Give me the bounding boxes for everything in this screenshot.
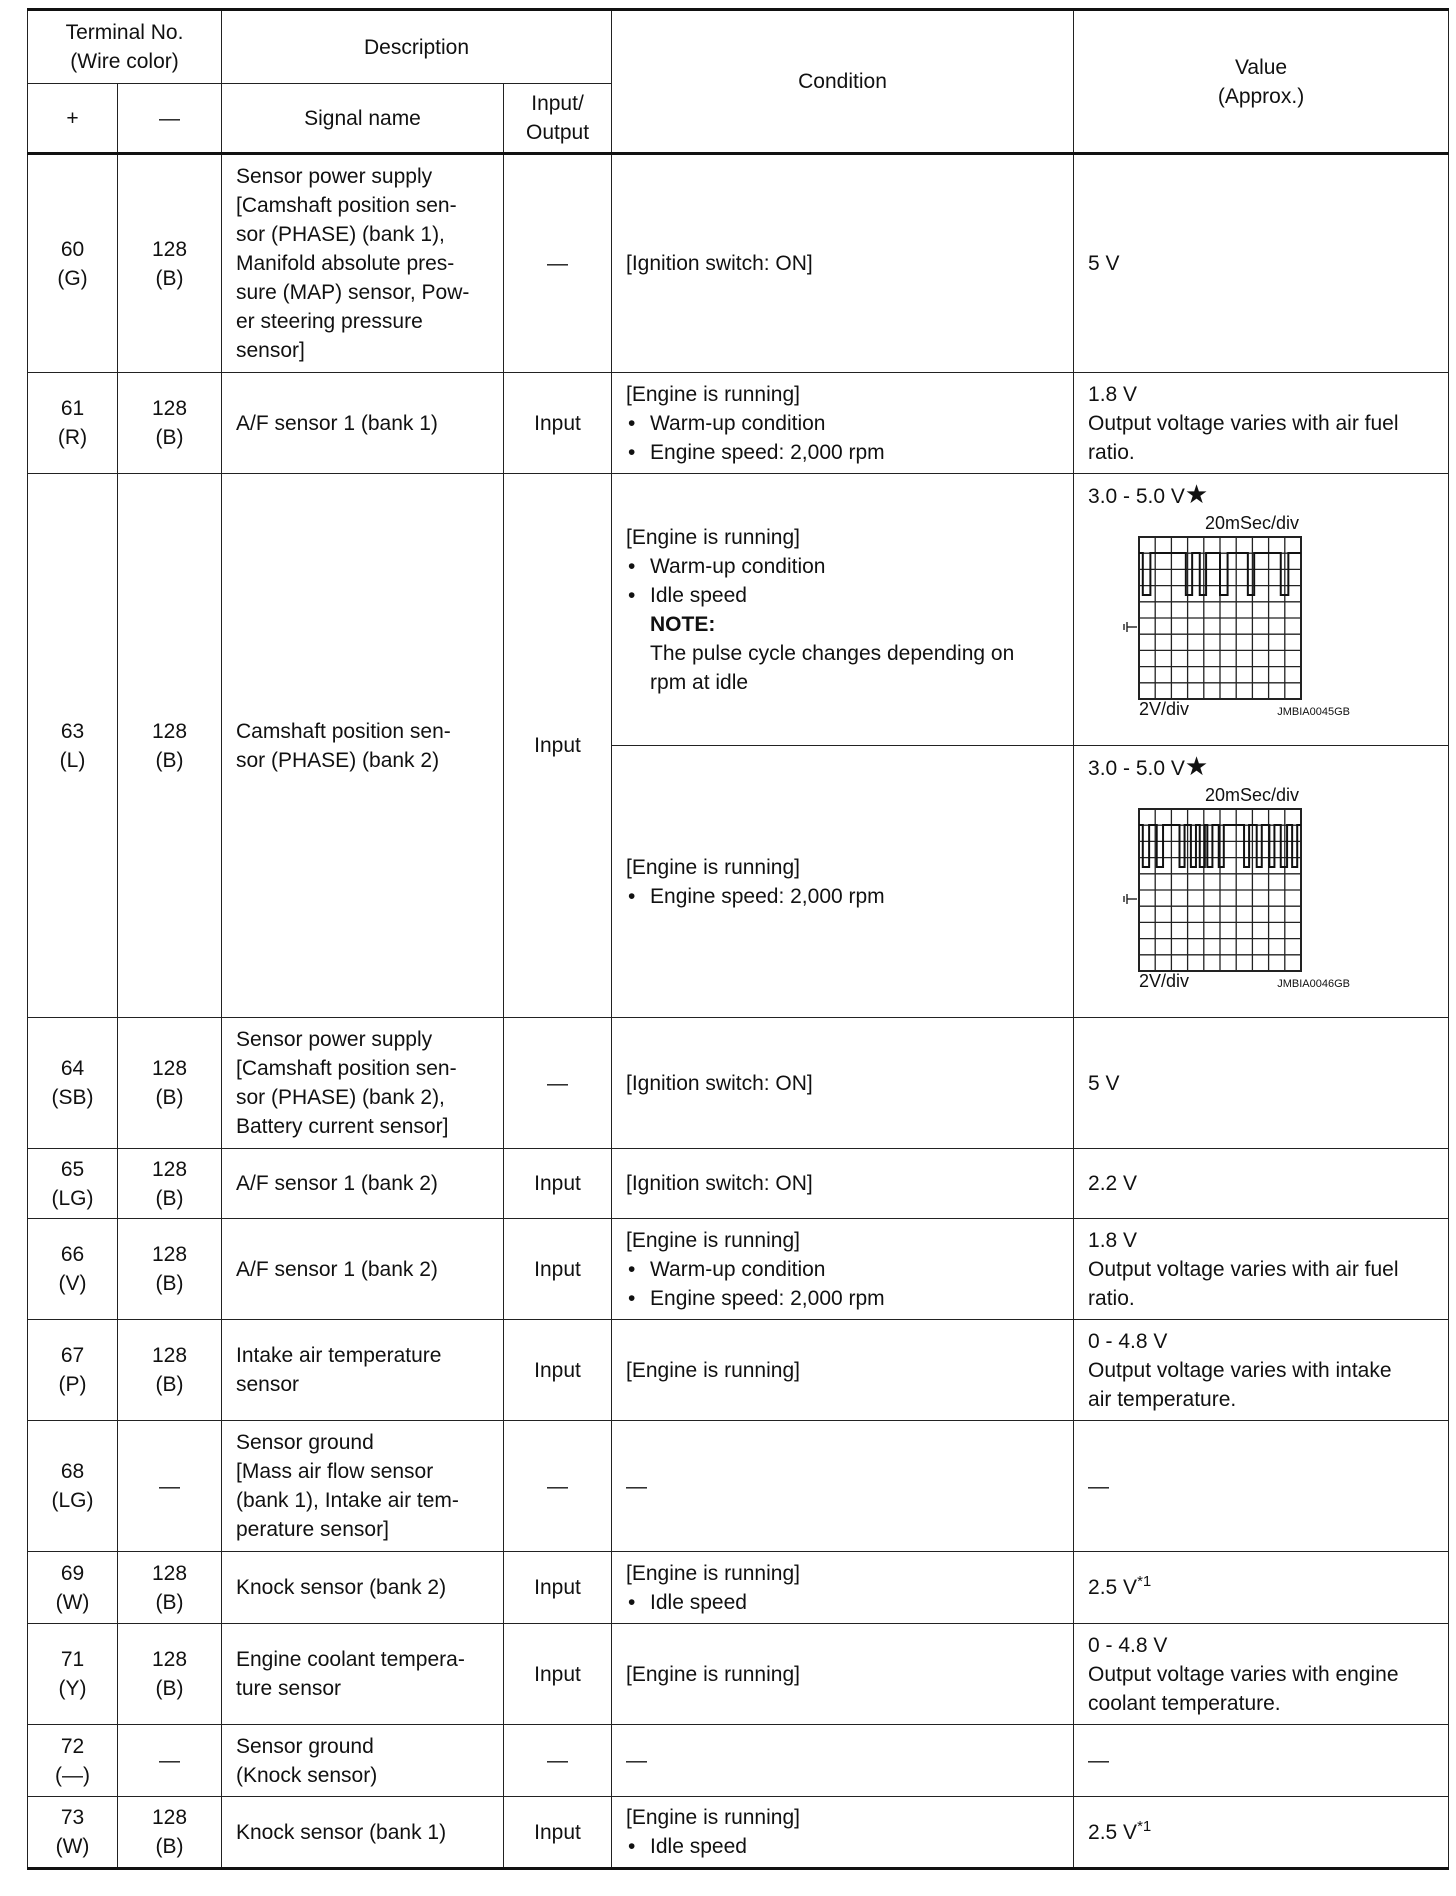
header-input-output-line-2: Output (525, 121, 590, 144)
input-output-cell: — (504, 154, 612, 373)
terminal-plus-wire-color: (W) (55, 1590, 90, 1614)
value-text: coolant temperature. (1088, 1691, 1281, 1715)
table-row (28, 1624, 1449, 1725)
condition-heading: [Engine is running] (626, 1358, 800, 1382)
volt-division-label: 2V/div (1139, 971, 1190, 991)
condition-bullet: • Warm-up condition (626, 409, 1059, 438)
signal-name-line: ture sensor (236, 1677, 342, 1700)
condition-cell (612, 474, 1074, 746)
terminal-plus (28, 1320, 118, 1421)
ground-marker-icon (1124, 894, 1137, 904)
input-output-cell: — (504, 1018, 612, 1149)
terminal-minus-wire-color: (B) (155, 1272, 184, 1295)
value-cell (1074, 1149, 1449, 1219)
signal-name-line: Sensor ground (236, 1431, 374, 1454)
condition-cell (612, 1219, 1074, 1320)
value-line (1088, 1746, 1434, 1775)
signal-name-line: sor (PHASE) (bank 2) (236, 748, 440, 772)
terminal-plus-wire-color: (Y) (58, 1677, 87, 1700)
value-line (1088, 1472, 1434, 1501)
condition-heading: — (626, 1749, 648, 1772)
table-row (28, 1018, 1449, 1149)
terminal-minus-number: 128 (151, 1806, 188, 1829)
signal-name-line: A/F sensor 1 (bank 2) (236, 1172, 438, 1195)
value-line (1088, 409, 1434, 438)
signal-name-line: (Knock sensor) (236, 1763, 378, 1787)
input-output-cell: — (504, 1421, 612, 1552)
value-line (1088, 1255, 1434, 1284)
value-line (1088, 1631, 1434, 1660)
oscilloscope-waveform (1102, 511, 1352, 729)
header-input-output (504, 84, 612, 154)
terminal-minus-wire-color: (B) (155, 1373, 184, 1396)
terminal-minus-number: 128 (151, 397, 188, 420)
condition-heading: [Engine is running] (626, 1806, 800, 1829)
waveform-figure (1102, 511, 1434, 729)
value-line (1088, 1385, 1434, 1414)
signal-name-cell (222, 1725, 504, 1797)
condition-heading: [Engine is running] (626, 382, 800, 406)
condition-bullet: • Idle speed (626, 1832, 1059, 1861)
condition-cell (612, 1797, 1074, 1869)
terminal-minus (118, 1624, 222, 1725)
value-line (1088, 1818, 1434, 1847)
value-line (1088, 1226, 1434, 1255)
terminal-plus (28, 1018, 118, 1149)
terminal-plus-wire-color: (—) (55, 1763, 90, 1787)
terminal-plus (28, 474, 118, 1018)
signal-name-line: Intake air temperature (236, 1344, 442, 1367)
value-text: 0 - 4.8 V (1088, 1633, 1168, 1657)
terminal-minus-number: 128 (151, 1243, 188, 1266)
oscilloscope-waveform (1102, 783, 1352, 1001)
header-description: Description (222, 10, 612, 84)
condition-heading: [Ignition switch: ON] (626, 1071, 813, 1095)
condition-bullet-list (626, 1255, 1059, 1313)
condition-heading: [Ignition switch: ON] (626, 1172, 813, 1195)
signal-name-line: [Camshaft position sen- (236, 194, 457, 217)
value-text: 5 V (1088, 252, 1120, 275)
figure-id-label: JMBIA0046GB (1277, 978, 1351, 990)
value-text: 2.5 V (1088, 1576, 1138, 1599)
value-text: 3.0 - 5.0 V (1088, 485, 1185, 508)
input-output-cell: Input (504, 1320, 612, 1421)
condition-heading: [Engine is running] (626, 1561, 800, 1585)
condition-cell (612, 1421, 1074, 1552)
star-icon: ★ (1184, 751, 1209, 781)
terminal-plus-wire-color: (L) (59, 748, 86, 772)
value-reading (1088, 752, 1434, 783)
volt-division-label: 2V/div (1139, 699, 1190, 719)
condition-bullet: • Engine speed: 2,000 rpm (626, 438, 1059, 467)
header-signal-name: Signal name (222, 84, 504, 154)
table-row (28, 474, 1449, 746)
terminal-plus-wire-color: (SB) (51, 1086, 94, 1109)
value-text: ratio. (1088, 440, 1135, 464)
terminal-plus-wire-color: (V) (58, 1272, 87, 1295)
signal-name-cell (222, 1320, 504, 1421)
terminal-plus-number: 60 (60, 237, 85, 261)
header-value-label: Value (1234, 55, 1288, 79)
terminal-minus (118, 1219, 222, 1320)
terminal-minus-wire-color: (B) (155, 1086, 184, 1109)
table-row (28, 1219, 1449, 1320)
header-approx-label: (Approx.) (1217, 84, 1305, 108)
terminal-plus (28, 1219, 118, 1320)
signal-name-line: [Mass air flow sensor (236, 1460, 434, 1483)
signal-name-line: A/F sensor 1 (bank 1) (236, 411, 438, 435)
terminal-plus-number: 66 (60, 1243, 85, 1266)
value-text: Output voltage varies with engine (1088, 1662, 1399, 1686)
header-minus: — (118, 84, 222, 154)
signal-name-line: Manifold absolute pres- (236, 252, 455, 275)
signal-name-cell (222, 373, 504, 474)
terminal-plus-wire-color: (LG) (51, 1186, 94, 1210)
signal-name-line: [Camshaft position sen- (236, 1057, 457, 1080)
terminal-minus (118, 1725, 222, 1797)
input-output-cell: Input (504, 1624, 612, 1725)
input-output-cell: Input (504, 373, 612, 474)
note-line: rpm at idle (650, 670, 749, 694)
condition-heading: [Engine is running] (626, 525, 800, 549)
signal-name-line: Knock sensor (bank 1) (236, 1820, 447, 1844)
value-text: Output voltage varies with air fuel (1088, 411, 1399, 435)
terminal-minus-wire-color: (B) (155, 1590, 184, 1614)
value-cell (1074, 154, 1449, 373)
condition-heading: [Engine is running] (626, 1662, 800, 1686)
terminal-plus (28, 1725, 118, 1797)
condition-bullet-list (626, 409, 1059, 467)
terminal-plus-wire-color: (R) (57, 426, 88, 449)
terminal-minus-wire-color: (B) (155, 1186, 184, 1210)
signal-name-line: Sensor power supply (236, 1028, 433, 1051)
terminal-minus-number: — (159, 1474, 180, 1498)
condition-bullet: • Idle speed (626, 1588, 1059, 1617)
signal-name-cell (222, 1421, 504, 1552)
table-row (28, 1797, 1449, 1869)
terminal-minus-wire-color: (B) (155, 266, 184, 290)
footnote-marker: *1 (1137, 1573, 1152, 1590)
value-line (1088, 1284, 1434, 1313)
condition-bullet-list (626, 882, 1059, 911)
input-output-cell: Input (504, 1149, 612, 1219)
value-cell (1074, 746, 1449, 1018)
condition-cell (612, 154, 1074, 373)
terminal-plus (28, 1421, 118, 1552)
table-row (28, 1149, 1449, 1219)
value-text: — (1088, 1474, 1110, 1498)
condition-cell (612, 1320, 1074, 1421)
condition-heading: [Engine is running] (626, 1228, 800, 1252)
signal-name-line: Battery current sensor] (236, 1115, 449, 1138)
value-cell (1074, 1018, 1449, 1149)
value-line (1088, 1069, 1434, 1098)
terminal-minus (118, 1797, 222, 1869)
value-cell (1074, 1552, 1449, 1624)
signal-name-cell (222, 1552, 504, 1624)
terminal-minus-number: 128 (151, 1057, 188, 1080)
signal-name-cell (222, 1797, 504, 1869)
terminal-plus (28, 1552, 118, 1624)
terminal-minus (118, 1552, 222, 1624)
signal-name-cell (222, 1624, 504, 1725)
terminal-minus-number: — (159, 1749, 180, 1772)
header-terminal-no (28, 10, 222, 84)
terminal-table (27, 8, 1449, 1870)
terminal-minus (118, 373, 222, 474)
terminal-plus-wire-color: (G) (57, 266, 88, 290)
value-text: Output voltage varies with air fuel (1088, 1257, 1399, 1281)
waveform-figure (1102, 783, 1434, 1001)
terminal-minus (118, 1320, 222, 1421)
signal-name-line: sor (PHASE) (bank 2), (236, 1086, 445, 1109)
value-cell (1074, 1624, 1449, 1725)
note-label: NOTE: (650, 612, 716, 636)
terminal-plus-wire-color: (LG) (51, 1489, 94, 1512)
signal-name-cell (222, 474, 504, 1018)
signal-name-line: sensor] (236, 339, 305, 362)
header-wire-color-label: (Wire color) (70, 50, 179, 73)
condition-bullet-list (626, 1832, 1059, 1861)
terminal-plus-number: 72 (60, 1734, 85, 1758)
terminal-plus-wire-color: (P) (58, 1373, 87, 1396)
condition-bullet: • Engine speed: 2,000 rpm (626, 1284, 1059, 1313)
value-text: Output voltage varies with intake (1088, 1358, 1392, 1382)
condition-cell (612, 373, 1074, 474)
terminal-minus (118, 474, 222, 1018)
header-value (1074, 10, 1449, 154)
signal-name-line: Engine coolant tempera- (236, 1648, 465, 1671)
header-plus: + (28, 84, 118, 154)
header-condition: Condition (612, 10, 1074, 154)
value-cell (1074, 1219, 1449, 1320)
terminal-minus-number: 128 (151, 1157, 188, 1181)
condition-heading: [Engine is running] (626, 855, 800, 879)
value-text: 5 V (1088, 1071, 1120, 1095)
ground-marker-icon (1124, 622, 1137, 632)
terminal-minus (118, 1018, 222, 1149)
star-icon: ★ (1184, 479, 1209, 509)
signal-name-cell (222, 154, 504, 373)
terminal-plus-number: 71 (60, 1648, 85, 1671)
terminal-minus (118, 1149, 222, 1219)
signal-name-line: (bank 1), Intake air tem- (236, 1489, 459, 1512)
terminal-minus-wire-color: (B) (155, 1677, 184, 1700)
table-row (28, 1725, 1449, 1797)
value-cell (1074, 1320, 1449, 1421)
value-line (1088, 1689, 1434, 1718)
value-line (1088, 249, 1434, 278)
terminal-minus-number: 128 (151, 1648, 188, 1671)
terminal-plus (28, 1624, 118, 1725)
terminal-minus-wire-color: (B) (155, 1835, 184, 1858)
terminal-plus (28, 1149, 118, 1219)
header-input-output-line-1: Input/ (531, 92, 584, 115)
time-division-label: 20mSec/div (1204, 513, 1300, 533)
terminal-plus (28, 154, 118, 373)
terminal-plus-wire-color: (W) (55, 1835, 90, 1858)
table-row (28, 1552, 1449, 1624)
terminal-minus-number: 128 (151, 237, 188, 261)
header-terminal-no-label: Terminal No. (65, 21, 184, 44)
signal-name-line: sor (PHASE) (bank 1), (236, 223, 445, 246)
value-line (1088, 438, 1434, 467)
value-text: 3.0 - 5.0 V (1088, 757, 1185, 780)
signal-name-cell (222, 1219, 504, 1320)
signal-name-line: Knock sensor (bank 2) (236, 1576, 447, 1599)
value-cell (1074, 373, 1449, 474)
terminal-minus-number: 128 (151, 719, 188, 743)
condition-heading: [Ignition switch: ON] (626, 252, 813, 275)
condition-cell (612, 1149, 1074, 1219)
signal-name-line: sure (MAP) sensor, Pow- (236, 281, 470, 304)
condition-bullet: • Warm-up condition (626, 1255, 1059, 1284)
value-text: — (1088, 1749, 1110, 1772)
value-cell (1074, 1421, 1449, 1552)
terminal-plus (28, 373, 118, 474)
value-line (1088, 380, 1434, 409)
condition-note (626, 610, 1059, 697)
condition-bullet: • Warm-up condition (626, 552, 1059, 581)
condition-cell (612, 1552, 1074, 1624)
condition-cell (612, 1624, 1074, 1725)
terminal-minus (118, 154, 222, 373)
condition-bullet: • Engine speed: 2,000 rpm (626, 882, 1059, 911)
signal-name-line: Camshaft position sen- (236, 719, 451, 743)
value-reading (1088, 480, 1434, 511)
input-output-cell: Input (504, 474, 612, 1018)
signal-name-line: Sensor power supply (236, 165, 433, 188)
terminal-minus (118, 1421, 222, 1552)
terminal-plus-number: 68 (60, 1460, 85, 1483)
terminal-plus (28, 1797, 118, 1869)
value-text: 0 - 4.8 V (1088, 1329, 1168, 1353)
footnote-marker: *1 (1137, 1817, 1152, 1835)
condition-bullet-list (626, 552, 1059, 610)
condition-cell (612, 1018, 1074, 1149)
value-text: 2.5 V (1088, 1820, 1138, 1844)
value-cell (1074, 1725, 1449, 1797)
value-line (1088, 1660, 1434, 1689)
value-line (1088, 1169, 1434, 1198)
value-cell (1074, 1797, 1449, 1869)
input-output-cell: — (504, 1725, 612, 1797)
table-row (28, 373, 1449, 474)
table-row (28, 1320, 1449, 1421)
condition-heading: — (626, 1474, 648, 1498)
value-text: 2.2 V (1088, 1172, 1138, 1195)
terminal-plus-number: 65 (60, 1157, 85, 1181)
signal-name-line: perature sensor] (236, 1518, 389, 1541)
terminal-plus-number: 63 (60, 719, 85, 743)
terminal-minus-number: 128 (151, 1344, 188, 1367)
signal-name-line: A/F sensor 1 (bank 2) (236, 1257, 438, 1281)
condition-bullet: • Idle speed (626, 581, 1059, 610)
terminal-plus-number: 61 (60, 397, 85, 420)
condition-bullet-list (626, 1588, 1059, 1617)
terminal-plus-number: 73 (60, 1806, 85, 1829)
value-text: air temperature. (1088, 1387, 1237, 1411)
figure-id-label: JMBIA0045GB (1277, 706, 1351, 718)
value-text: 1.8 V (1088, 1228, 1138, 1252)
table-row (28, 1421, 1449, 1552)
value-text: 1.8 V (1088, 382, 1138, 406)
value-text: ratio. (1088, 1286, 1135, 1310)
input-output-cell: Input (504, 1552, 612, 1624)
input-output-cell: Input (504, 1797, 612, 1869)
time-division-label: 20mSec/div (1204, 785, 1300, 805)
terminal-plus-number: 69 (60, 1561, 85, 1585)
value-line (1088, 1327, 1434, 1356)
terminal-minus-wire-color: (B) (155, 426, 184, 449)
value-line (1088, 1356, 1434, 1385)
value-line (1088, 1573, 1434, 1602)
condition-cell (612, 746, 1074, 1018)
waveform-trace (1139, 553, 1301, 595)
table-row (28, 154, 1449, 373)
signal-name-line: sensor (236, 1373, 300, 1396)
signal-name-line: Sensor ground (236, 1734, 374, 1758)
signal-name-line: er steering pressure (236, 310, 423, 333)
signal-name-cell (222, 1018, 504, 1149)
input-output-cell: Input (504, 1219, 612, 1320)
terminal-minus-wire-color: (B) (155, 748, 184, 772)
condition-cell (612, 1725, 1074, 1797)
terminal-minus-number: 128 (151, 1561, 188, 1585)
value-cell (1074, 474, 1449, 746)
note-line: The pulse cycle changes depending on (650, 641, 1015, 665)
terminal-plus-number: 64 (60, 1057, 85, 1080)
terminal-plus-number: 67 (60, 1344, 85, 1367)
signal-name-cell (222, 1149, 504, 1219)
